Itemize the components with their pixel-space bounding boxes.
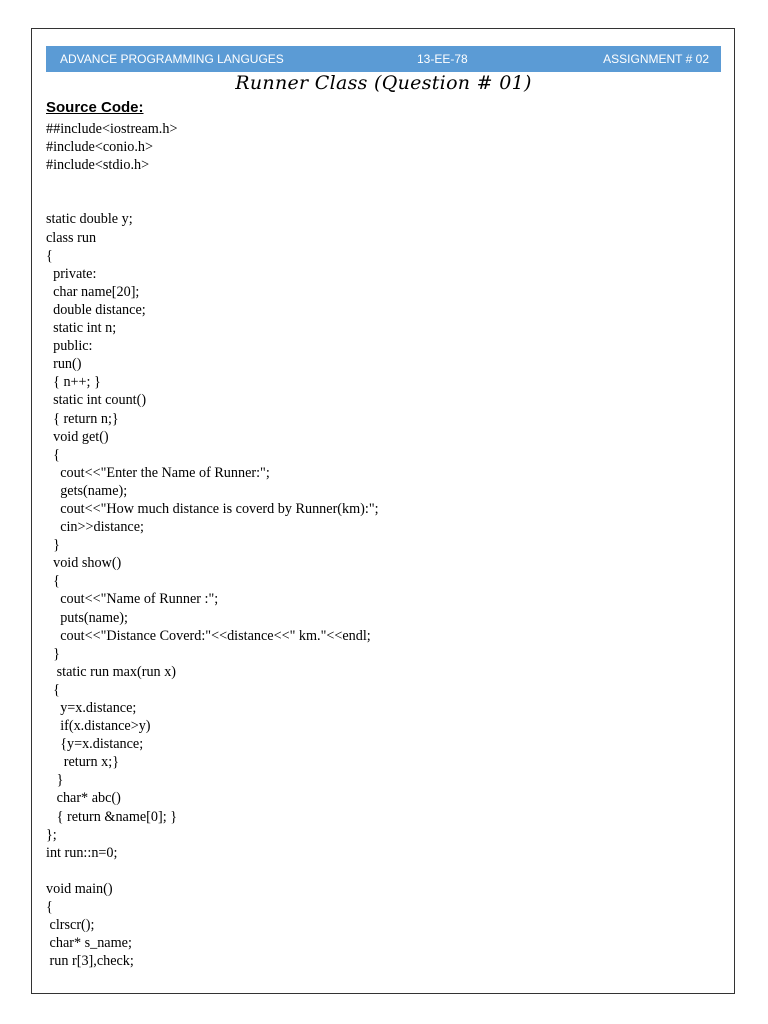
code-line: cout<<"Name of Runner :";: [46, 591, 219, 608]
code-line: { n++; }: [46, 374, 101, 391]
registration-number: 13-EE-78: [417, 52, 468, 66]
code-line: { return n;}: [46, 410, 119, 427]
code-line: #include<stdio.h>: [46, 157, 150, 174]
code-line: { return &name[0]; }: [46, 808, 178, 825]
code-line: {y=x.distance;: [46, 736, 144, 753]
code-line: int run::n=0;: [46, 844, 118, 861]
code-line: }: [46, 537, 60, 554]
code-line: char* s_name;: [46, 935, 132, 952]
code-line: };: [46, 826, 57, 843]
code-line: run(): [46, 356, 82, 373]
code-line: }: [46, 645, 60, 662]
code-line: {: [46, 899, 53, 916]
code-line: static int n;: [46, 320, 117, 337]
code-line: char name[20];: [46, 283, 140, 300]
code-line: run r[3],check;: [46, 953, 134, 970]
code-line: if(x.distance>y): [46, 718, 151, 735]
code-line: clrscr();: [46, 917, 95, 934]
code-line: void show(): [46, 555, 122, 572]
code-line: {: [46, 573, 60, 590]
code-line: }: [46, 772, 64, 789]
code-line: cout<<"Distance Coverd:"<<distance<<" km."<<endl;: [46, 627, 371, 644]
header-bar: [46, 46, 721, 72]
course-name: ADVANCE PROGRAMMING LANGUGES: [60, 52, 284, 66]
code-line: y=x.distance;: [46, 700, 137, 716]
code-line: [46, 174, 379, 192]
code-line: {: [46, 446, 60, 463]
code-line: return x;}: [46, 754, 120, 771]
section-heading: Source Code:: [46, 99, 144, 116]
assignment-number: ASSIGNMENT # 02: [603, 52, 709, 66]
code-line: void main(): [46, 880, 113, 897]
code-line: ##include<iostream.h>: [46, 121, 178, 137]
code-line: cout<<"How much distance is coverd by Runner(km):";: [46, 500, 379, 517]
code-line: class run: [46, 229, 97, 246]
code-line: static double y;: [46, 211, 133, 228]
code-line: [46, 192, 379, 210]
code-line: static int count(): [46, 392, 147, 409]
code-line: void get(): [46, 428, 109, 445]
code-line: char* abc(): [46, 790, 121, 807]
code-line: double distance;: [46, 301, 146, 318]
code-line: [46, 862, 379, 880]
code-line: private:: [46, 265, 97, 282]
code-line: puts(name);: [46, 609, 128, 626]
code-line: #include<conio.h>: [46, 139, 154, 156]
document-title: Runner Class (Question # 01): [235, 72, 532, 94]
code-line: cout<<"Enter the Name of Runner:";: [46, 464, 270, 481]
code-line: {: [46, 247, 53, 264]
code-line: public:: [46, 338, 93, 355]
source-code-block: [46, 120, 379, 970]
code-line: {: [46, 681, 60, 698]
code-line: static run max(run x): [46, 663, 177, 680]
code-line: gets(name);: [46, 482, 128, 499]
code-line: cin>>distance;: [46, 519, 144, 536]
